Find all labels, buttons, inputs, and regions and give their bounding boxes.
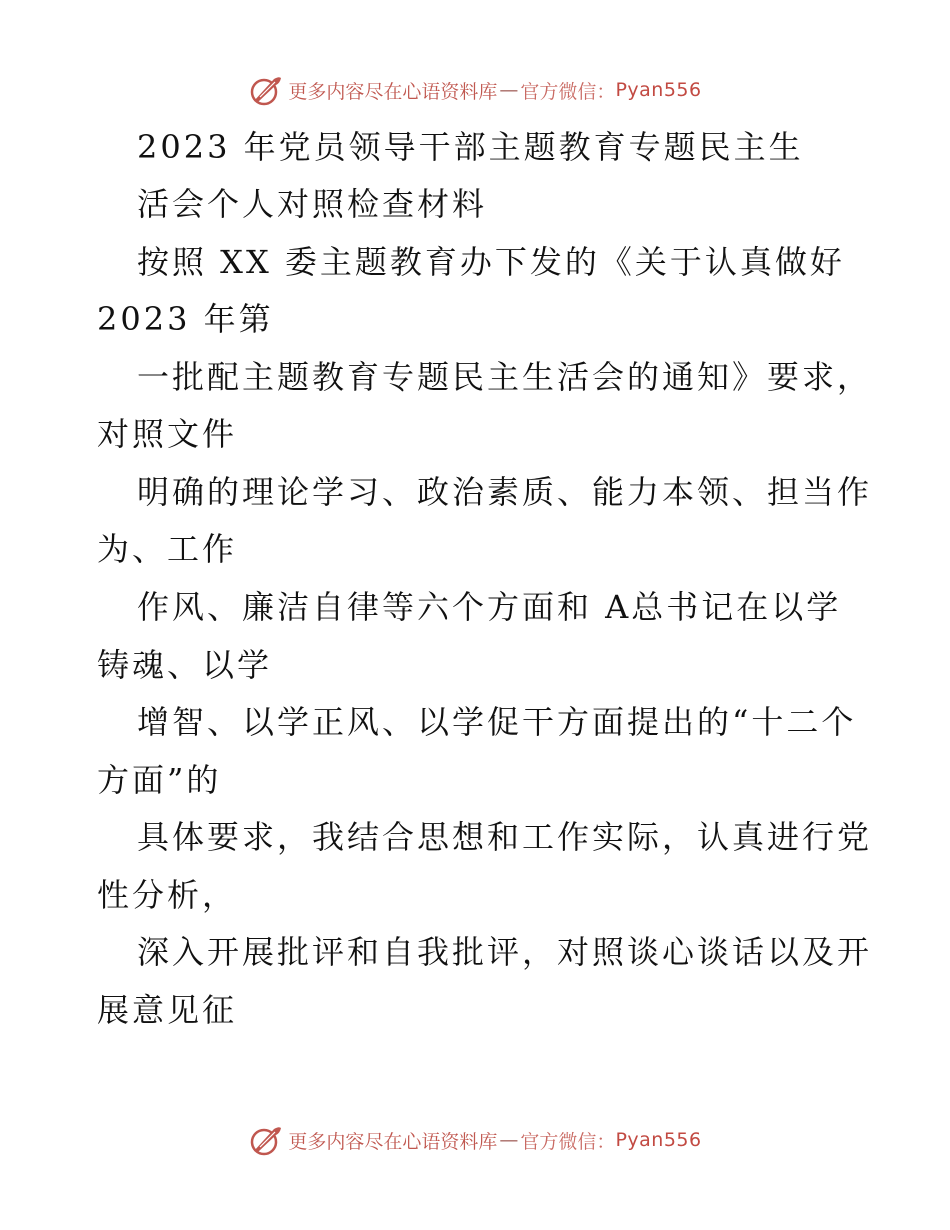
doc-title-line-1: 2023 年党员领导干部主题教育专题民主生 — [137, 128, 804, 166]
watermark-label: 官方微信： — [520, 1130, 616, 1153]
doc-text-line: 方面”的 — [97, 761, 222, 799]
watermark-banner-top — [0, 70, 950, 110]
doc-text-line: 作风、廉洁自律等六个方面和 A总书记在以学 — [137, 588, 842, 626]
watermark-brand: 更多内容尽在心语资料库 — [288, 80, 498, 103]
doc-text-line: 深入开展批评和自我批评，对照谈心谈话以及开 — [137, 933, 873, 971]
doc-title-line-2: 活会个人对照检查材料 — [137, 185, 488, 223]
watermark-handle: Pyan556 — [615, 79, 702, 101]
doc-text-line: 具体要求，我结合思想和工作实际，认真进行党 — [137, 818, 873, 856]
watermark-label: 官方微信： — [520, 80, 616, 103]
doc-text-line: 铸魂、以学 — [97, 646, 273, 684]
doc-text-line: 一批配主题教育专题民主生活会的通知》要求， — [137, 358, 873, 396]
doc-text-line: 展意见征 — [97, 991, 238, 1029]
watermark-separator: — — [499, 79, 519, 101]
doc-text-line: 增智、以学正风、以学促干方面提出的“十二个 — [137, 703, 857, 741]
quill-logo-icon — [248, 73, 284, 107]
watermark-separator: — — [499, 1129, 519, 1151]
watermark-handle: Pyan556 — [615, 1129, 702, 1151]
doc-text-line: 性分析， — [97, 876, 238, 914]
watermark-banner-bottom — [0, 1120, 950, 1160]
doc-text-line: 2023 年第 — [97, 300, 274, 338]
doc-text-line: 对照文件 — [97, 415, 238, 453]
doc-text-line: 为、工作 — [97, 530, 238, 568]
watermark-brand: 更多内容尽在心语资料库 — [288, 1130, 498, 1153]
quill-logo-icon — [248, 1123, 284, 1157]
doc-text-line: 按照 XX 委主题教育办下发的《关于认真做好 — [137, 243, 845, 281]
doc-text-line: 明确的理论学习、政治素质、能力本领、担当作 — [137, 473, 873, 511]
